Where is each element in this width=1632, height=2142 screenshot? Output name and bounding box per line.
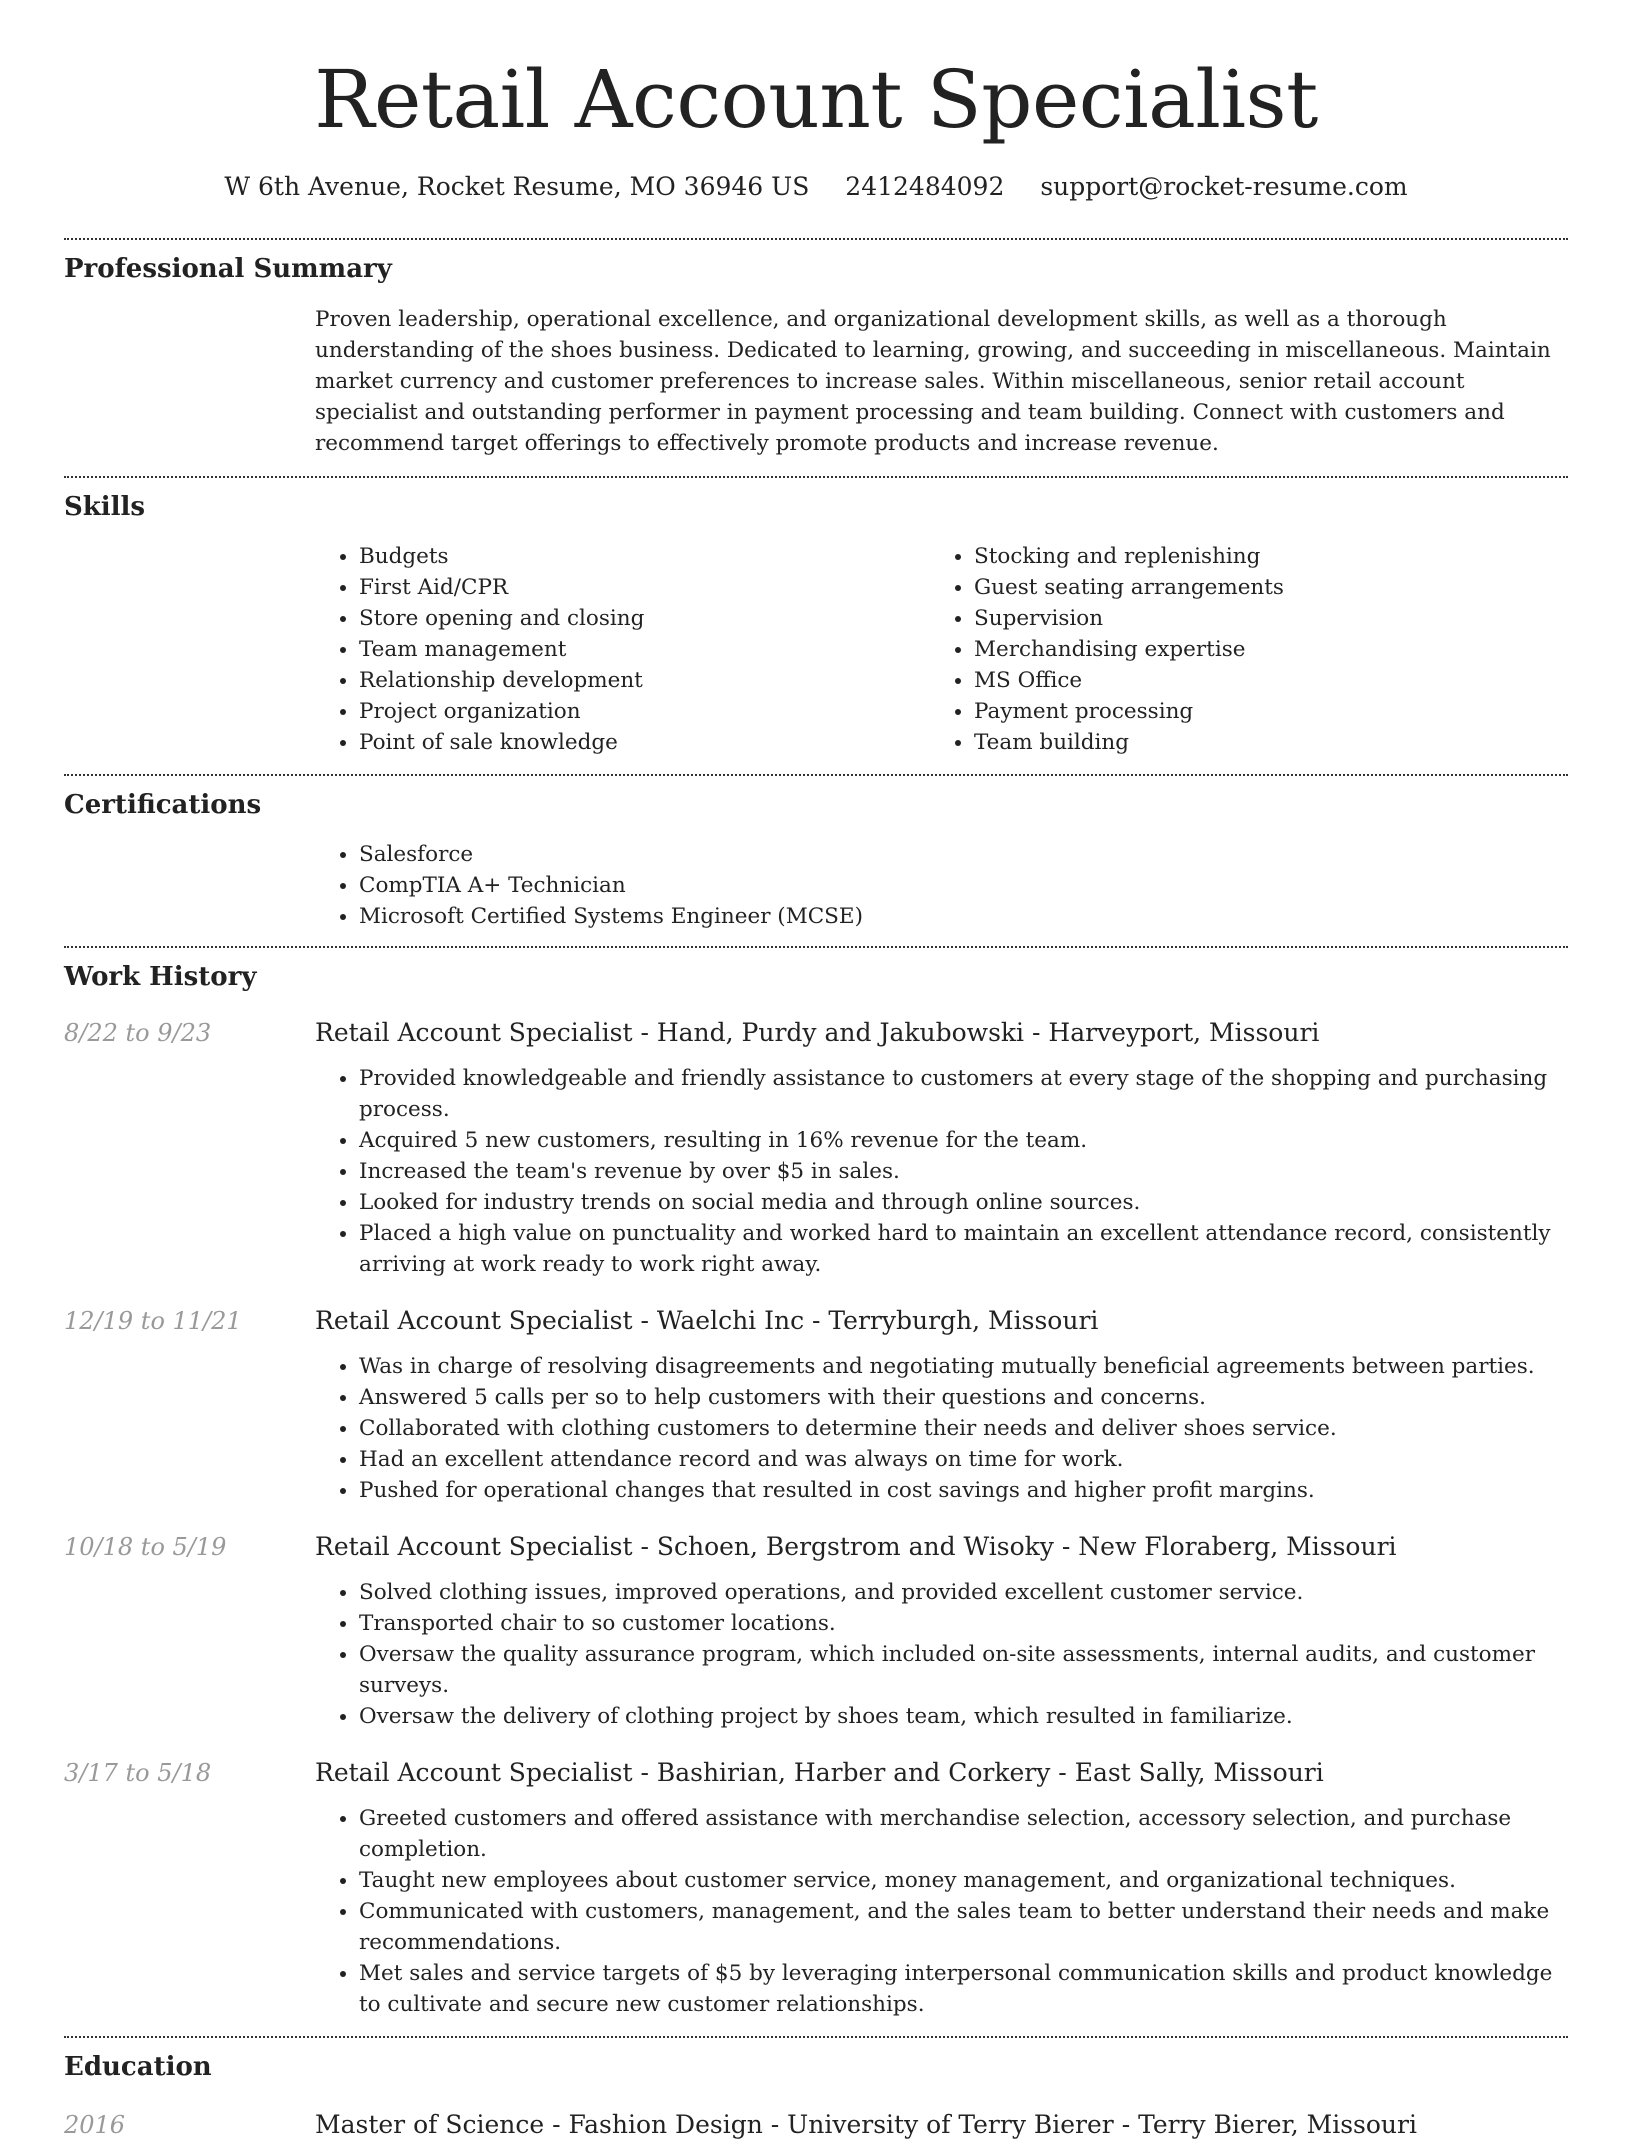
skill-item: • Merchandising expertise: [974, 634, 1545, 665]
job-entry: [64, 1304, 1568, 1506]
job-bullet: • Transported chair to so customer locations.: [359, 1608, 1568, 1639]
job-bullet: • Looked for industry trends on social media and through online sources.: [359, 1187, 1568, 1218]
job-title: Retail Account Specialist - Schoen, Bergstrom and Wisoky - New Floraberg, Missouri: [315, 1532, 1397, 1561]
job-bullets: [315, 1351, 1568, 1506]
job-date: 8/22 to 9/23: [64, 1019, 212, 1047]
job-bullets: [315, 1803, 1568, 2020]
job-bullet: • Placed a high value on punctuality and worked hard to maintain an excellent attendance record, consistently arriving at work ready to work right away.: [359, 1218, 1568, 1280]
certifications-heading: Certifications: [64, 790, 262, 820]
divider: [64, 476, 1568, 478]
skill-item: • Relationship development: [359, 665, 930, 696]
certifications-section: [64, 788, 1568, 946]
skill-item: • Project organization: [359, 696, 930, 727]
skill-item: • Team building: [974, 727, 1545, 758]
job-bullet: • Solved clothing issues, improved operations, and provided excellent customer service.: [359, 1577, 1568, 1608]
job-bullet: • Provided knowledgeable and friendly assistance to customers at every stage of the shopping and purchasing process.: [359, 1063, 1568, 1125]
job-bullet: • Greeted customers and offered assistance with merchandise selection, accessory selection, and purchase completion.: [359, 1803, 1568, 1865]
skills-column-left: [315, 541, 930, 758]
job-bullet: • Communicated with customers, management, and the sales team to better understand their needs and make recommendations.: [359, 1896, 1568, 1958]
work-history-heading: Work History: [64, 962, 257, 992]
job-bullet: • Taught new employees about customer service, money management, and organizational techniques.: [359, 1865, 1568, 1896]
skills-list-left: [315, 541, 930, 758]
certification-item: • CompTIA A+ Technician: [359, 870, 1568, 901]
skills-column-right: [930, 541, 1545, 758]
job-title: Retail Account Specialist - Hand, Purdy and Jakubowski - Harveyport, Missouri: [315, 1018, 1320, 1047]
skill-item: • Guest seating arrangements: [974, 572, 1545, 603]
job-date: 12/19 to 11/21: [64, 1307, 242, 1335]
divider: [64, 774, 1568, 776]
job-bullet: • Oversaw the delivery of clothing project by shoes team, which resulted in familiarize.: [359, 1701, 1568, 1732]
contact-line: [64, 170, 1568, 204]
job-title: Retail Account Specialist - Bashirian, Harber and Corkery - East Sally, Missouri: [315, 1758, 1324, 1787]
job-bullet: • Pushed for operational changes that resulted in cost savings and higher profit margins.: [359, 1475, 1568, 1506]
job-body: [315, 1530, 1568, 1732]
contact-address: W 6th Avenue, Rocket Resume, MO 36946 US: [224, 172, 810, 201]
skill-item: • Budgets: [359, 541, 930, 572]
job-bullet: • Met sales and service targets of $5 by leveraging interpersonal communication skills and product knowledge to cultivate and secure new customer relationships.: [359, 1958, 1568, 2020]
skill-item: • Team management: [359, 634, 930, 665]
contact-phone: 2412484092: [845, 172, 1005, 201]
summary-section: [64, 252, 1568, 476]
job-entry: [64, 1530, 1568, 1732]
job-body: [315, 1016, 1568, 1280]
summary-heading: Professional Summary: [64, 254, 392, 284]
skills-section: [64, 490, 1568, 774]
job-title: Retail Account Specialist - Waelchi Inc - Terryburgh, Missouri: [315, 1306, 1099, 1335]
education-date: 2016: [64, 2111, 126, 2139]
skills-heading: Skills: [64, 492, 146, 522]
skill-item: • Point of sale knowledge: [359, 727, 930, 758]
resume-name: Retail Account Specialist: [314, 53, 1318, 146]
job-bullet: • Acquired 5 new customers, resulting in 16% revenue for the team.: [359, 1125, 1568, 1156]
skill-item: • Payment processing: [974, 696, 1545, 727]
job-body: [315, 1304, 1568, 1506]
job-bullet: • Increased the team's revenue by over $5 in sales.: [359, 1156, 1568, 1187]
job-body: [315, 1756, 1568, 2020]
skill-item: • Stocking and replenishing: [974, 541, 1545, 572]
education-degree: Master of Science - Fashion Design - University of Terry Bierer - Terry Bierer, Missouri: [315, 2110, 1417, 2139]
job-bullets: [315, 1577, 1568, 1732]
divider: [64, 946, 1568, 948]
skills-columns: [315, 541, 1568, 774]
job-bullet: • Collaborated with clothing customers to determine their needs and deliver shoes service.: [359, 1413, 1568, 1444]
job-date: 3/17 to 5/18: [64, 1759, 212, 1787]
skill-item: • Supervision: [974, 603, 1545, 634]
job-bullet: • Had an excellent attendance record and was always on time for work.: [359, 1444, 1568, 1475]
work-history-section: [64, 960, 1568, 2036]
skill-item: • MS Office: [974, 665, 1545, 696]
skill-item: • First Aid/CPR: [359, 572, 930, 603]
education-entry: [64, 2108, 1568, 2142]
job-bullet: • Answered 5 calls per so to help customers with their questions and concerns.: [359, 1382, 1568, 1413]
contact-email: support@rocket-resume.com: [1040, 172, 1408, 201]
job-entry: [64, 1016, 1568, 1280]
job-bullet: • Oversaw the quality assurance program, which included on-site assessments, internal audits, and customer surveys.: [359, 1639, 1568, 1701]
divider: [64, 238, 1568, 240]
skill-item: • Store opening and closing: [359, 603, 930, 634]
certification-item: • Salesforce: [359, 839, 1568, 870]
divider: [64, 2036, 1568, 2038]
education-section: [64, 2050, 1568, 2142]
job-bullet: • Was in charge of resolving disagreements and negotiating mutually beneficial agreements between parties.: [359, 1351, 1568, 1382]
skills-list-right: [930, 541, 1545, 758]
job-date: 10/18 to 5/19: [64, 1533, 227, 1561]
job-entry: [64, 1756, 1568, 2020]
certifications-list: [315, 839, 1568, 946]
education-heading: Education: [64, 2052, 212, 2082]
job-bullets: [315, 1063, 1568, 1280]
summary-text: Proven leadership, operational excellence, and organizational development skills, as well as a thorough understanding of the shoes business. Dedicated to learning, growing, and succeeding in miscellaneous. Maintain market currency and customer preferences to increase sales. Within miscellaneous, senior retail account specialist and outstanding performer in payment processing and team building. Connect with customers and recommend target offerings to effectively promote products and increase revenue.: [315, 307, 1551, 456]
certification-item: • Microsoft Certified Systems Engineer (MCSE): [359, 901, 1568, 932]
